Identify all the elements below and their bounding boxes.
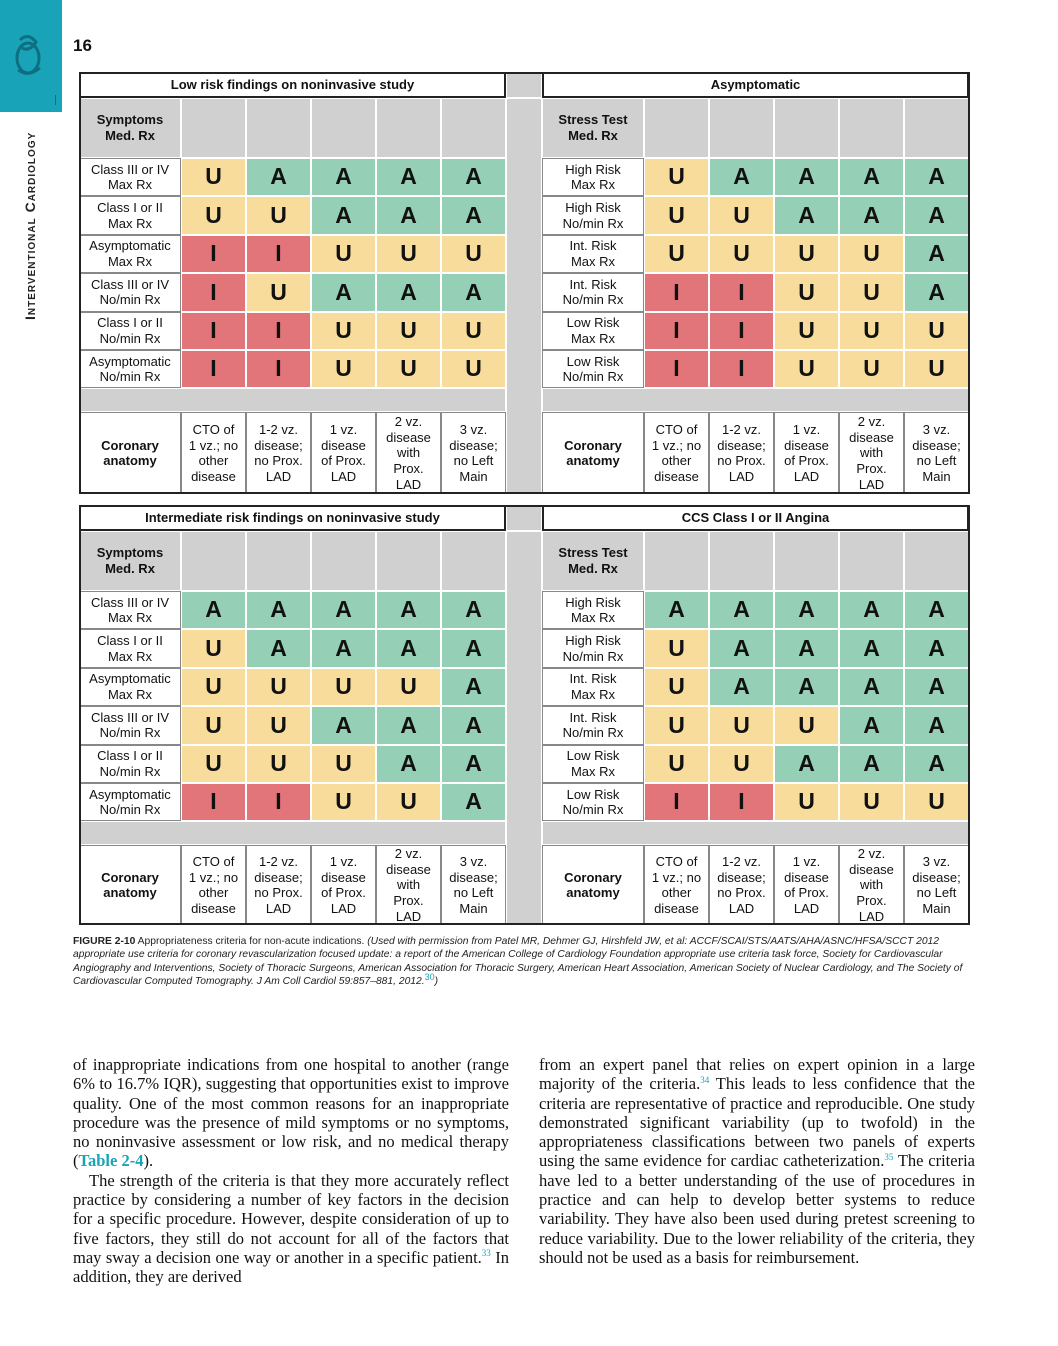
rating-cell-U: U [904,312,969,350]
header-blank-cell [441,531,506,591]
rating-cell-U: U [311,235,376,273]
anatomy-cell: 1 vz. disease of Prox. LAD [311,412,376,494]
row-label: High Risk Max Rx [542,158,644,196]
left-p1-b: ). [143,1151,154,1171]
anatomy-cell: 1 vz. disease of Prox. LAD [774,845,839,925]
right-axis-header: Stress Test Med. Rx [542,98,644,158]
right-c: The criteria have led to a better understanding of the use of procedures in practice and can help to develop better systems to reduce variability. They have also been used during pretest screening to reduce variability. Due to the lower reliability of the criteria, they should not be used as a basis for reimbursement. [539,1151,975,1267]
rating-cell-A: A [441,745,506,783]
rating-cell-U: U [774,706,839,744]
header-blank-cell [904,98,969,158]
rating-cell-A: A [904,273,969,311]
rating-cell-A: A [904,196,969,234]
anatomy-cell: 1-2 vz. disease; no Prox. LAD [246,845,311,925]
rating-cell-A: A [376,745,441,783]
separator-column [506,531,542,925]
anatomy-cell: 3 vz. disease; no Left Main [441,845,506,925]
anatomy-cell: 2 vz. disease with Prox. LAD [839,412,904,494]
side-divider [55,95,56,105]
row-label: Class III or IV Max Rx [79,158,181,196]
rating-cell-I: I [644,273,709,311]
rating-cell-A: A [311,158,376,196]
rating-cell-U: U [181,196,246,234]
row-label: Class I or II No/min Rx [79,745,181,783]
rating-cell-A: A [441,629,506,667]
rating-cell-A: A [774,629,839,667]
left-panel-title: Low risk findings on noninvasive study [79,72,506,98]
side-chapter-title: Interventional Cardiology [22,131,38,320]
right-a: from an expert panel that relies on expert opinion in a large majority of the criteria. [539,1055,975,1094]
figure-caption [73,935,978,989]
rating-cell-A: A [181,591,246,629]
rating-cell-U: U [709,706,774,744]
rating-cell-U: U [774,783,839,821]
rating-cell-A: A [839,745,904,783]
rating-cell-U: U [904,783,969,821]
rating-cell-U: U [181,629,246,667]
ref-35[interactable]: 35 [884,1151,894,1162]
coronary-anatomy-label: Coronary anatomy [542,412,644,494]
figure-credit: (Used with permission from Patel MR, Dehmer GJ, Hirshfeld JW, et al: ACCF/SCAI/STS/AATS/AHA/ASNC/HFSA/SCCT 2012 appropriate use criteria for coronary revascularization focused update: a report of the American College of Cardiology Foundation appropriate use criteria task force, Society for Cardiovascular Angiography and Interventions, Society of Thoracic Surgeons, American Association for Thoracic Surgery, American Heart Association, American Society of Nuclear Cardiology, and The Society of Cardiovascular Computed Tomography. J Am Coll Cardiol 59:857–881, 2012. [73,936,963,988]
row-label: Int. Risk Max Rx [542,668,644,706]
rating-cell-A: A [441,196,506,234]
rating-cell-U: U [441,235,506,273]
header-blank-cell [441,98,506,158]
row-label: High Risk No/min Rx [542,196,644,234]
rating-cell-U: U [311,668,376,706]
chapter-logo-icon [10,30,46,80]
rating-cell-A: A [441,706,506,744]
anatomy-cell: CTO of 1 vz.; no other disease [181,845,246,925]
rating-cell-I: I [181,273,246,311]
right-panel-title: CCS Class I or II Angina [542,505,969,531]
rating-cell-I: I [709,273,774,311]
rating-cell-U: U [774,235,839,273]
rating-cell-A: A [839,591,904,629]
rating-cell-U: U [181,668,246,706]
row-label: Int. Risk Max Rx [542,235,644,273]
rating-cell-A: A [376,273,441,311]
header-blank-cell [839,531,904,591]
body-column-left [73,1055,509,1287]
figure-label: FIGURE 2-10 [73,936,136,947]
rating-cell-U: U [644,235,709,273]
rating-cell-A: A [376,196,441,234]
rating-cell-A: A [246,158,311,196]
page-number: 16 [73,36,92,55]
right-axis-header: Stress Test Med. Rx [542,531,644,591]
header-blank-cell [311,531,376,591]
row-label: High Risk Max Rx [542,591,644,629]
anatomy-cell: 3 vz. disease; no Left Main [441,412,506,494]
header-blank-cell [709,531,774,591]
rating-cell-U: U [644,158,709,196]
row-label: Class III or IV Max Rx [79,591,181,629]
row-label: High Risk No/min Rx [542,629,644,667]
rating-cell-A: A [441,158,506,196]
rating-cell-A: A [246,629,311,667]
rating-cell-A: A [311,273,376,311]
gap-row [542,388,969,412]
rating-cell-U: U [376,312,441,350]
row-label: Asymptomatic No/min Rx [79,783,181,821]
rating-cell-A: A [709,158,774,196]
anatomy-cell: CTO of 1 vz.; no other disease [644,845,709,925]
left-p2-b: In addition, they are derived [73,1247,509,1287]
header-blank-cell [709,98,774,158]
row-label: Low Risk Max Rx [542,312,644,350]
rating-cell-A: A [904,706,969,744]
rating-cell-I: I [181,350,246,388]
rating-cell-U: U [644,706,709,744]
rating-cell-U: U [839,273,904,311]
rating-cell-A: A [904,629,969,667]
rating-cell-U: U [709,745,774,783]
rating-cell-A: A [839,668,904,706]
anatomy-cell: CTO of 1 vz.; no other disease [181,412,246,494]
rating-cell-I: I [644,312,709,350]
coronary-anatomy-label: Coronary anatomy [79,412,181,494]
rating-cell-U: U [644,745,709,783]
figure-credit-ref: 30 [424,971,435,982]
row-label: Int. Risk No/min Rx [542,273,644,311]
rating-cell-U: U [311,745,376,783]
separator-title-cell [506,72,542,98]
ref-33[interactable]: 33 [481,1248,491,1259]
rating-cell-A: A [904,235,969,273]
rating-cell-U: U [839,312,904,350]
coronary-anatomy-label: Coronary anatomy [542,845,644,925]
rating-cell-U: U [181,706,246,744]
row-label: Asymptomatic Max Rx [79,668,181,706]
rating-cell-A: A [774,668,839,706]
header-blank-cell [181,531,246,591]
coronary-anatomy-label: Coronary anatomy [79,845,181,925]
gap-row [79,388,506,412]
rating-cell-U: U [904,350,969,388]
rating-cell-U: U [839,783,904,821]
rating-cell-A: A [376,158,441,196]
rating-cell-U: U [839,350,904,388]
rating-cell-A: A [311,591,376,629]
left-panel-title: Intermediate risk findings on noninvasive study [79,505,506,531]
rating-cell-A: A [904,745,969,783]
rating-cell-U: U [839,235,904,273]
rating-cell-A: A [376,591,441,629]
rating-cell-A: A [376,629,441,667]
rating-cell-U: U [644,196,709,234]
anatomy-cell: 3 vz. disease; no Left Main [904,845,969,925]
left-axis-header: Symptoms Med. Rx [79,98,181,158]
rating-cell-U: U [311,312,376,350]
rating-cell-A: A [644,591,709,629]
left-p2: The strength of the criteria is that they more accurately reflect practice by considering a number of key factors in the decision for a specific procedure. However, despite consideration of up to five factors, they still do not account for all of the factors that may sway a decision one way or another in a specific patient. [73,1170,509,1267]
body-column-right [539,1055,975,1267]
header-blank-cell [644,531,709,591]
rating-cell-A: A [441,668,506,706]
header-blank-cell [839,98,904,158]
chapter-tab [0,0,62,112]
figure-credit-end: ) [434,976,439,988]
rating-cell-U: U [246,196,311,234]
rating-cell-A: A [904,591,969,629]
rating-cell-A: A [774,591,839,629]
rating-cell-U: U [774,350,839,388]
figure-title: Appropriateness criteria for non-acute indications. [137,936,365,947]
header-blank-cell [246,531,311,591]
rating-cell-U: U [774,312,839,350]
rating-cell-U: U [246,745,311,783]
rating-cell-U: U [376,668,441,706]
rating-cell-U: U [441,312,506,350]
header-blank-cell [246,98,311,158]
rating-cell-U: U [709,196,774,234]
grid-bottom [79,505,970,925]
anatomy-cell: 1 vz. disease of Prox. LAD [774,412,839,494]
rating-cell-U: U [644,629,709,667]
rating-cell-A: A [441,783,506,821]
separator-column [506,98,542,494]
anatomy-cell: 1-2 vz. disease; no Prox. LAD [246,412,311,494]
grid-top [79,72,970,494]
rating-cell-I: I [709,312,774,350]
rating-cell-U: U [376,783,441,821]
anatomy-cell: 2 vz. disease with Prox. LAD [839,845,904,925]
rating-cell-A: A [904,668,969,706]
row-label: Int. Risk No/min Rx [542,706,644,744]
right-b: This leads to less confidence that the criteria are representative of practice and reproducible. One study demonstrated significant variability (up to twofold) in the appropriateness classifications between two panels of experts using the same evidence for cardiac catheterization. [539,1074,975,1171]
header-blank-cell [181,98,246,158]
left-p1-a: of inappropriate indications from one hospital to another (range 6% to 16.7% IQR), suggesting that opportunities exist to improve quality. One of the most common reasons for an inappropriate procedure was the presence of mild symptoms or no symptoms, no noninvasive assessment or low risk, and no medical therapy ( [73,1055,509,1171]
right-panel-title: Asymptomatic [542,72,969,98]
rating-cell-U: U [246,706,311,744]
row-label: Low Risk No/min Rx [542,350,644,388]
rating-cell-I: I [181,312,246,350]
rating-cell-I: I [644,350,709,388]
anatomy-cell: 1-2 vz. disease; no Prox. LAD [709,845,774,925]
anatomy-cell: 1 vz. disease of Prox. LAD [311,845,376,925]
rating-cell-A: A [839,706,904,744]
rating-cell-A: A [839,629,904,667]
rating-cell-I: I [709,350,774,388]
header-blank-cell [904,531,969,591]
rating-cell-A: A [839,196,904,234]
header-blank-cell [311,98,376,158]
rating-cell-A: A [839,158,904,196]
header-blank-cell [774,531,839,591]
rating-cell-I: I [246,235,311,273]
rating-cell-U: U [376,350,441,388]
gap-row [542,821,969,845]
rating-cell-U: U [709,235,774,273]
rating-cell-A: A [441,273,506,311]
rating-cell-U: U [441,350,506,388]
rating-cell-A: A [774,196,839,234]
anatomy-cell: 1-2 vz. disease; no Prox. LAD [709,412,774,494]
rating-cell-I: I [181,783,246,821]
rating-cell-A: A [311,706,376,744]
header-blank-cell [376,98,441,158]
rating-cell-U: U [644,668,709,706]
rating-cell-A: A [311,196,376,234]
ref-34[interactable]: 34 [700,1074,710,1085]
rating-cell-I: I [246,783,311,821]
row-label: Low Risk No/min Rx [542,783,644,821]
separator-title-cell [506,505,542,531]
rating-cell-A: A [376,706,441,744]
table-2-4-link[interactable]: Table 2-4 [78,1151,144,1171]
rating-cell-A: A [709,591,774,629]
rating-cell-A: A [774,745,839,783]
row-label: Asymptomatic Max Rx [79,235,181,273]
rating-cell-U: U [376,235,441,273]
rating-cell-I: I [644,783,709,821]
rating-cell-U: U [311,783,376,821]
left-axis-header: Symptoms Med. Rx [79,531,181,591]
rating-cell-I: I [246,312,311,350]
row-label: Low Risk Max Rx [542,745,644,783]
rating-cell-I: I [246,350,311,388]
rating-cell-I: I [181,235,246,273]
rating-cell-A: A [709,668,774,706]
rating-cell-U: U [181,745,246,783]
row-label: Class III or IV No/min Rx [79,273,181,311]
rating-cell-U: U [246,668,311,706]
rating-cell-U: U [181,158,246,196]
row-label: Class III or IV No/min Rx [79,706,181,744]
header-blank-cell [774,98,839,158]
gap-row [79,821,506,845]
row-label: Class I or II No/min Rx [79,312,181,350]
header-blank-cell [644,98,709,158]
rating-cell-A: A [774,158,839,196]
anatomy-cell: CTO of 1 vz.; no other disease [644,412,709,494]
rating-cell-U: U [311,350,376,388]
anatomy-cell: 2 vz. disease with Prox. LAD [376,412,441,494]
row-label: Class I or II Max Rx [79,196,181,234]
rating-cell-A: A [441,591,506,629]
rating-cell-A: A [246,591,311,629]
rating-cell-I: I [709,783,774,821]
rating-cell-A: A [311,629,376,667]
rating-cell-A: A [904,158,969,196]
row-label: Asymptomatic No/min Rx [79,350,181,388]
anatomy-cell: 2 vz. disease with Prox. LAD [376,845,441,925]
row-label: Class I or II Max Rx [79,629,181,667]
anatomy-cell: 3 vz. disease; no Left Main [904,412,969,494]
rating-cell-U: U [246,273,311,311]
rating-cell-A: A [709,629,774,667]
header-blank-cell [376,531,441,591]
rating-cell-U: U [774,273,839,311]
